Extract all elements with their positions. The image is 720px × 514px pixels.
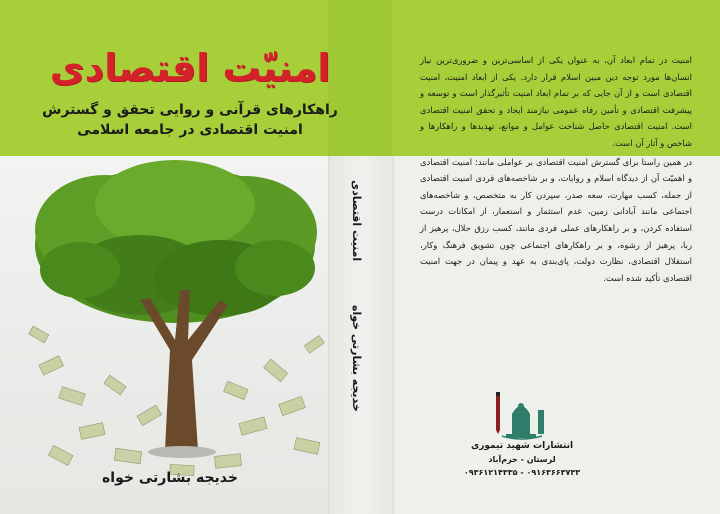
- tree-illustration: [20, 150, 330, 480]
- book-title: امنیّت اقتصادی: [49, 46, 331, 90]
- subtitle-line-1: راهکارهای قرآنی و روایی تحقق و گسترش: [42, 102, 338, 118]
- publisher-phones: ۰۹۳۶۱۲۱۴۳۳۵ - ۰۹۱۶۳۶۶۳۷۳۳: [463, 468, 581, 477]
- tree-foliage: [35, 160, 317, 323]
- subtitle-line-2: امنیت اقتصادی در جامعه اسلامی: [77, 122, 303, 138]
- book-subtitle: [40, 100, 340, 140]
- blurb-paragraph-2: در همین راستا برای گسترش امنیت اقتصادی بر عواملی مانند: امنیت اقتصادی و اهمیّت آن از دیدگاه اسلام و روایات، و بر شاخصه‌های فردی امنیت اقتصادی از جمله، کسب مهارت، سعه صدر، سپردن کار به متخصص، و شاخصه‌های اجتماعی مانند آبادانی زمین، عدم استثمار و استعمار، از امکانات درست استفاده کردن، و بر راهکارهای عملی فردی مانند، کسب رزق حلال، پرهیز از ربا، پرهیز از رشوه، و بر راهکارهای اجتماعی چون تشویق فرهنگ وکار، استقلال اقتصادی، نظارت دولت، پای‌بندی به عهد و پیمان در جهت امنیت اقتصادی تأکید شده است.: [420, 156, 692, 283]
- tree-trunk: [140, 290, 228, 458]
- book-author: خدیجه بشارتی خواه: [102, 470, 238, 486]
- spine-author: خدیجه بشارتی خواه: [350, 305, 363, 412]
- publisher-info: [452, 440, 592, 479]
- spine-title: امنیت اقتصادی: [350, 180, 363, 262]
- publisher-logo-icon: [482, 390, 560, 442]
- publisher-location: لرستان - خرم‌آباد: [488, 455, 556, 464]
- blurb-paragraph-1: امنیت در تمام ابعاد آن، به عنوان یکی از اساسی‌ترین و ضروری‌ترین نیاز انسان‌ها مورد توجه دین مبین اسلام قرار دارد. یکی از ابعاد امنیت، امنیت اقتصادی است و از آن جایی که بر تمام ابعاد امنیت تأثیرگذار است و توسعه و پیشرفت اقتصادی و تأمین رفاه عمومی نیازمند ایجاد و تحقق امنیت اقتصادی است. امنیت اقتصادی حاصل شناخت عوامل و موانع، تهدیدها و راهکارها و شاخص و آثار آن است.: [420, 55, 692, 148]
- publisher-name: انتشارات شهید تیموری: [470, 441, 574, 451]
- back-cover-blurb: [420, 52, 692, 288]
